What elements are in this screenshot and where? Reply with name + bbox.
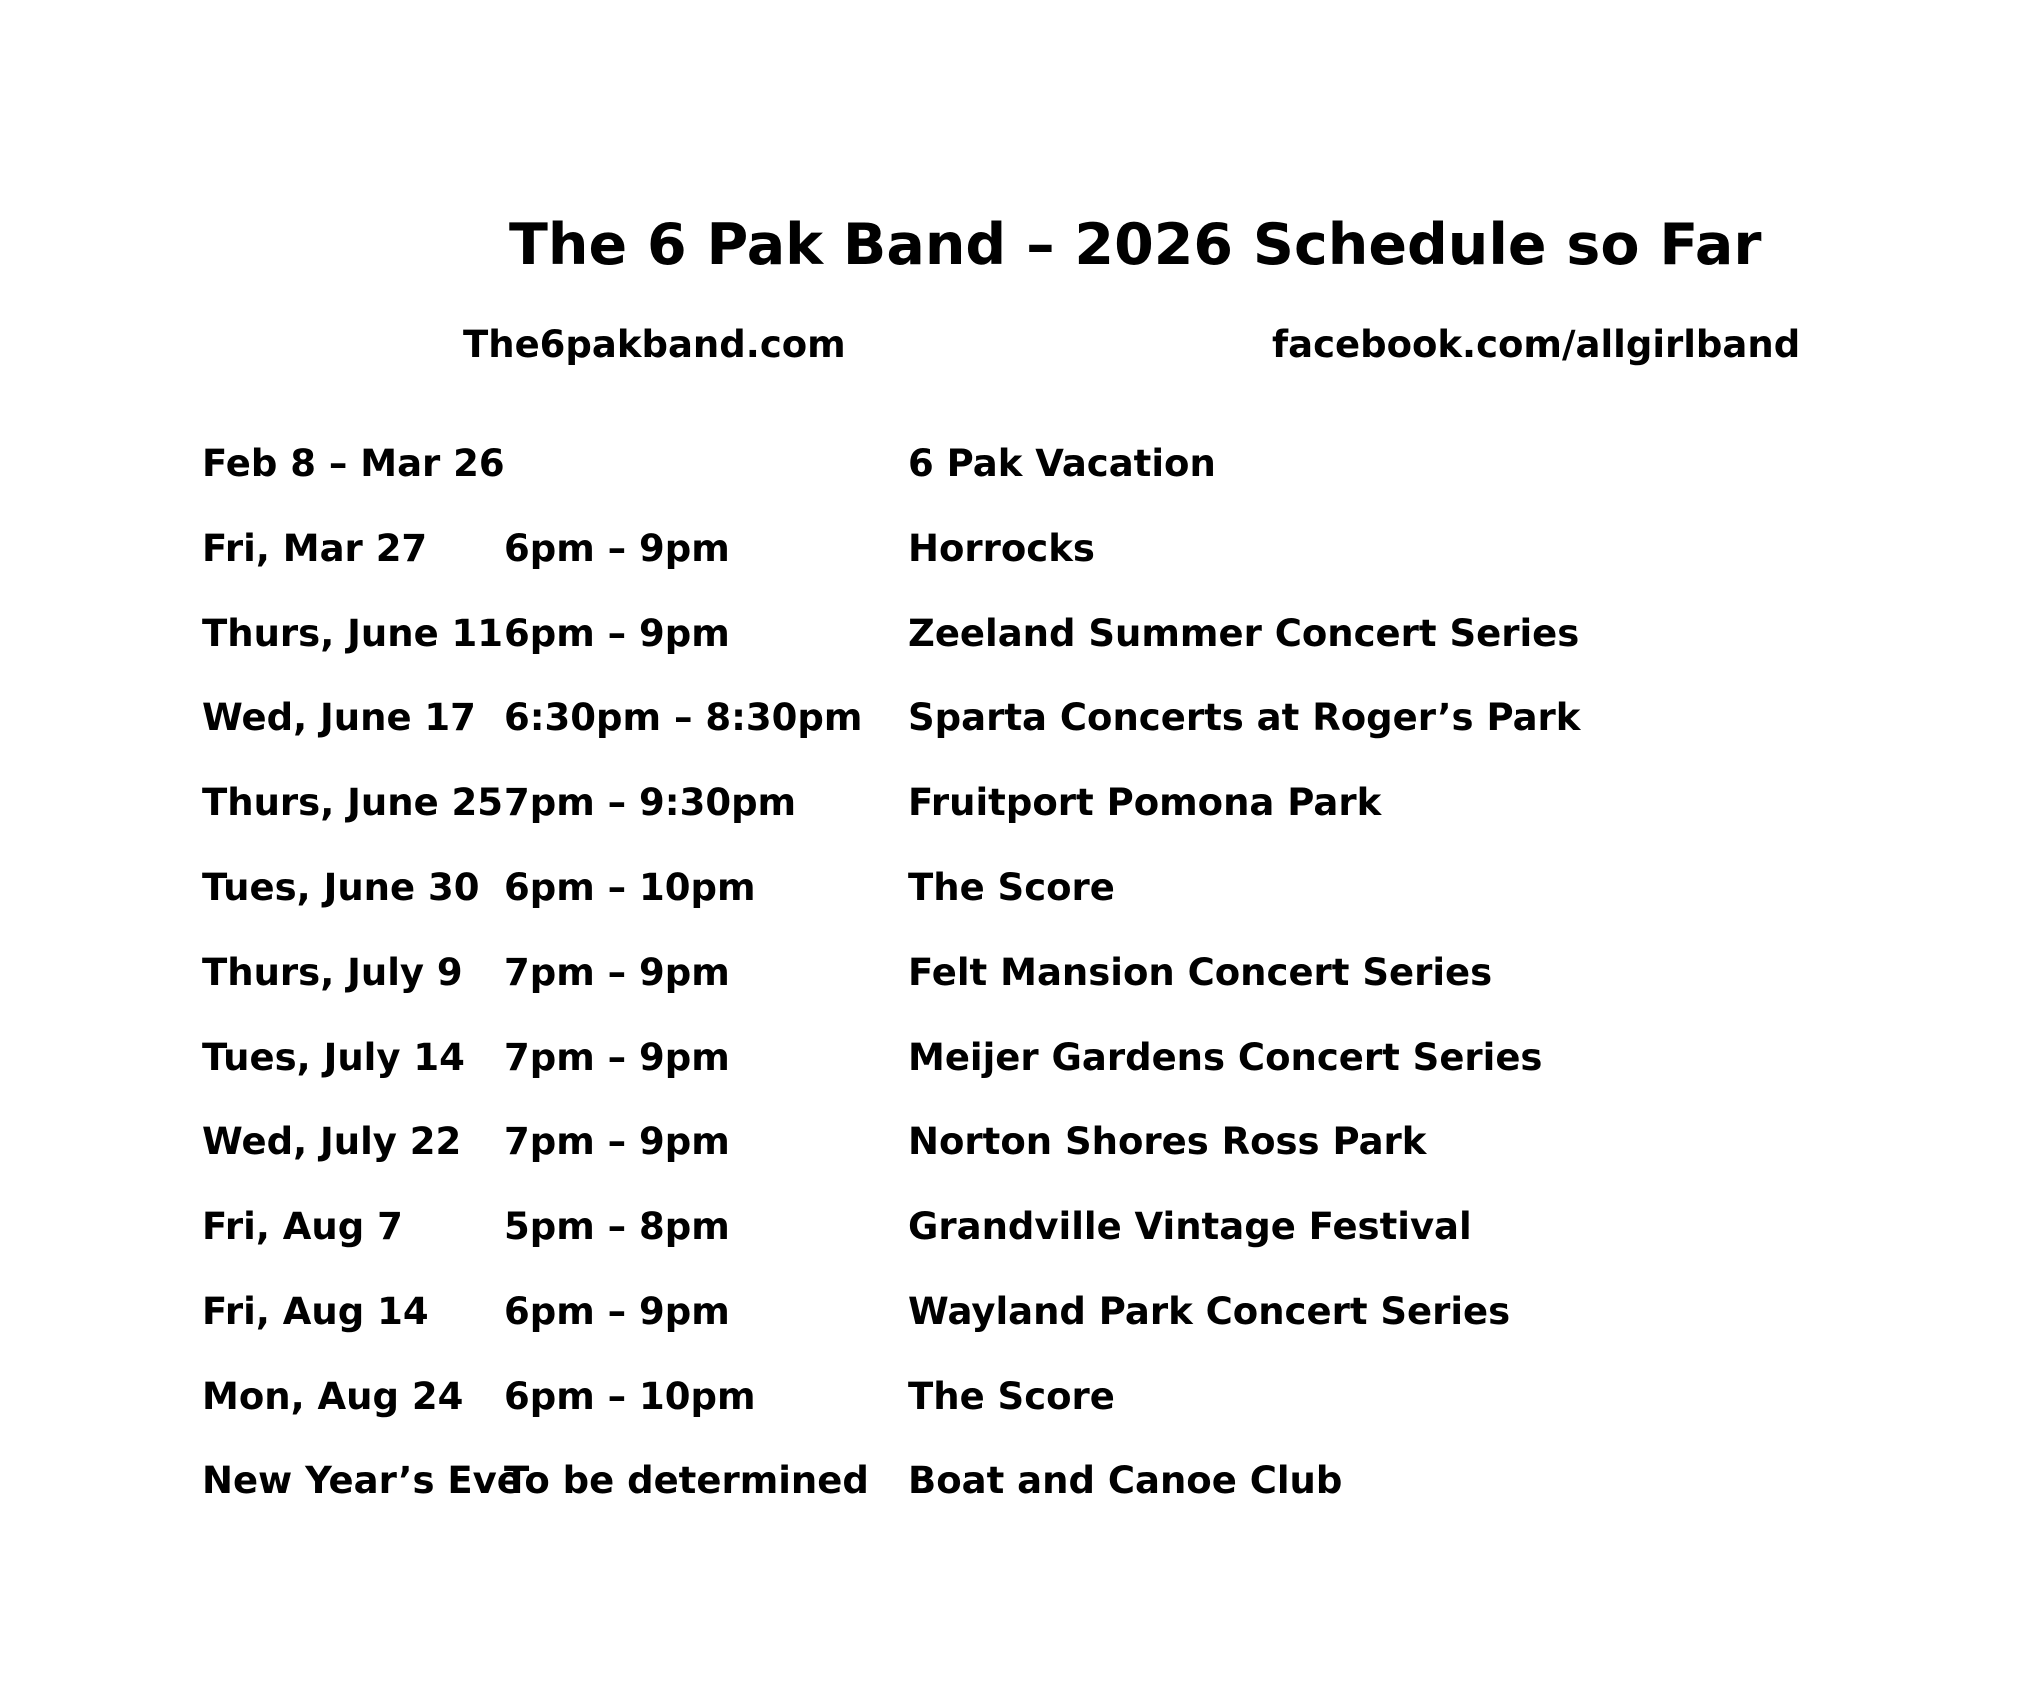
schedule-row [0, 608, 2040, 660]
schedule-venue: Zeeland Summer Concert Series [908, 612, 1580, 655]
schedule-venue: 6 Pak Vacation [908, 442, 1216, 485]
schedule-row [0, 1455, 2040, 1507]
schedule-row [0, 1201, 2040, 1253]
schedule-row [0, 1116, 2040, 1168]
schedule-venue: Wayland Park Concert Series [908, 1290, 1511, 1333]
schedule-time: 7pm – 9pm [504, 1120, 730, 1163]
schedule-time: 6pm – 10pm [504, 866, 756, 909]
website-link: The6pakband.com [463, 323, 846, 366]
schedule-row [0, 947, 2040, 999]
schedule-row [0, 1032, 2040, 1084]
schedule-venue: Fruitport Pomona Park [908, 781, 1382, 824]
schedule-row [0, 523, 2040, 575]
schedule-time: 5pm – 8pm [504, 1205, 730, 1248]
schedule-row [0, 1286, 2040, 1338]
schedule-date: Thurs, July 9 [202, 951, 463, 994]
schedule-date: New Year’s Eve [202, 1459, 522, 1502]
schedule-time: To be determined [504, 1459, 869, 1502]
schedule-date: Thurs, June 11 [202, 612, 504, 655]
schedule-time: 6:30pm – 8:30pm [504, 696, 863, 739]
schedule-date: Wed, June 17 [202, 696, 476, 739]
schedule-row [0, 777, 2040, 829]
schedule-venue: Boat and Canoe Club [908, 1459, 1343, 1502]
schedule-date: Feb 8 – Mar 26 [202, 442, 505, 485]
schedule-row [0, 862, 2040, 914]
page-title: The 6 Pak Band – 2026 Schedule so Far [509, 212, 1762, 278]
schedule-venue: The Score [908, 866, 1115, 909]
schedule-time: 7pm – 9pm [504, 1036, 730, 1079]
schedule-venue: The Score [908, 1375, 1115, 1418]
schedule-date: Fri, Aug 7 [202, 1205, 403, 1248]
schedule-venue: Meijer Gardens Concert Series [908, 1036, 1543, 1079]
schedule-date: Mon, Aug 24 [202, 1375, 464, 1418]
schedule-venue: Sparta Concerts at Roger’s Park [908, 696, 1581, 739]
schedule-row [0, 692, 2040, 744]
schedule-row [0, 438, 2040, 490]
facebook-link: facebook.com/allgirlband [1272, 323, 1801, 366]
schedule-venue: Felt Mansion Concert Series [908, 951, 1493, 994]
schedule-venue: Horrocks [908, 527, 1095, 570]
schedule-row [0, 1371, 2040, 1423]
schedule-time: 7pm – 9pm [504, 951, 730, 994]
schedule-time: 6pm – 9pm [504, 527, 730, 570]
schedule-date: Wed, July 22 [202, 1120, 462, 1163]
schedule-time: 7pm – 9:30pm [504, 781, 797, 824]
schedule-time: 6pm – 9pm [504, 612, 730, 655]
schedule-date: Thurs, June 25 [202, 781, 504, 824]
schedule-venue: Grandville Vintage Festival [908, 1205, 1472, 1248]
schedule-venue: Norton Shores Ross Park [908, 1120, 1427, 1163]
schedule-date: Tues, June 30 [202, 866, 480, 909]
schedule-date: Fri, Aug 14 [202, 1290, 429, 1333]
schedule-date: Tues, July 14 [202, 1036, 465, 1079]
schedule-time: 6pm – 10pm [504, 1375, 756, 1418]
schedule-time: 6pm – 9pm [504, 1290, 730, 1333]
schedule-date: Fri, Mar 27 [202, 527, 428, 570]
